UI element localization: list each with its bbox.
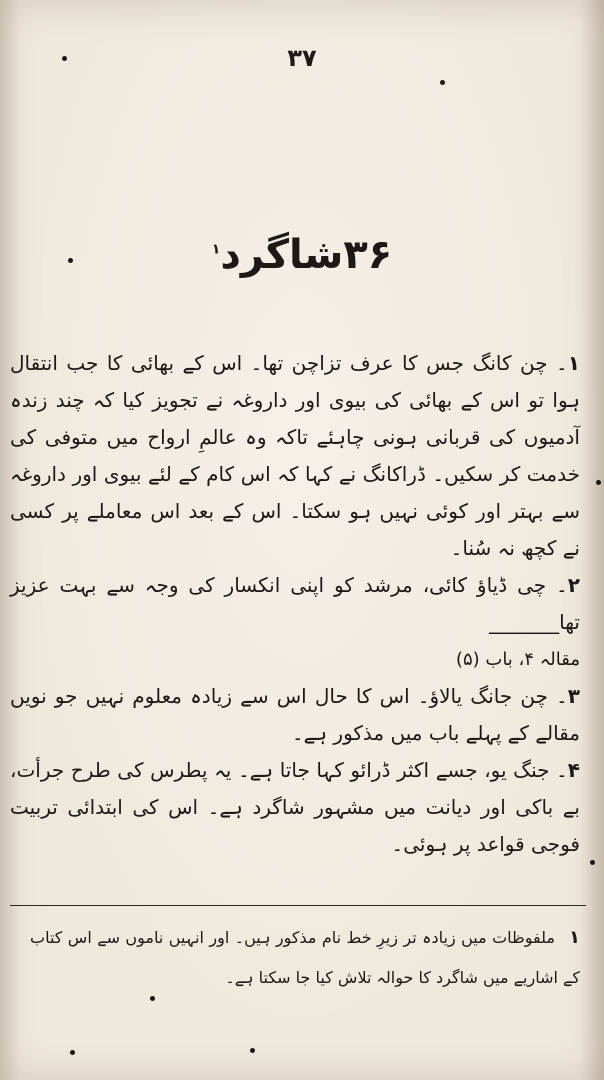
ink-speck bbox=[62, 56, 67, 61]
chapter-title-footnote-ref: ۱ bbox=[211, 241, 221, 258]
ink-speck bbox=[440, 80, 445, 85]
paragraph-text: چن کانگ جس کا عرف تزاچن تھا۔ اس کے بھائی کا جب انتقال ہوا تو اس کے بھائی کی بیوی اور داروغہ نے تجویز کیا کہ چند زندہ آدمیوں کی قربانی ہونی چاہئے تاکہ وہ عالمِ ارواح میں متوفی کی خدمت کر سکیں۔ ڈراکانگ نے کہا کہ اس کام کے لئے بیوی اور داروغہ سے بہتر اور کوئی نہیں ہو سکتا۔ اس کے بعد اس معاملے پر کسی نے کچھ نہ سُنا۔ bbox=[10, 351, 580, 560]
chapter-title: ۳۶شاگرد bbox=[220, 232, 393, 278]
paragraph-3: ۳۔ چن جانگ یالاؤ۔ اس کا حال اس سے زیادہ معلوم نہیں جو نویں مقالے کے پہلے باب میں مذکور ہے۔ bbox=[10, 684, 580, 745]
paragraph-text: چی ڈیاؤ کائی، مرشد کو اپنی انکسار کی وجہ سے بہت عزیز تھا bbox=[10, 573, 580, 634]
ink-speck bbox=[68, 258, 73, 263]
paragraph-number: ۱ bbox=[567, 351, 580, 375]
page-number: ۳۷ bbox=[287, 44, 317, 72]
ink-speck bbox=[596, 480, 601, 485]
paragraph-number: ۳ bbox=[567, 684, 580, 708]
footnote-text: ملفوظات میں زیادہ تر زیرِ خط نام مذکور ہیں۔ اور انہیں ناموں سے اس کتاب کے اشاریے میں شاگرد کا حوالہ تلاش کیا جا سکتا ہے۔ bbox=[30, 928, 580, 987]
ink-speck bbox=[590, 860, 595, 865]
ink-speck bbox=[70, 1050, 75, 1055]
paragraph-4: ۴۔ جنگ یو، جسے اکثر ڈرائو کہا جاتا ہے۔ یہ پطرس کی طرح جرأت، بے باکی اور دیانت میں مشہور شاگرد ہے۔ اس کی ابتدائی تربیت فوجی قواعد پر ہوئی۔ bbox=[10, 758, 580, 856]
paragraph-text: جنگ یو، جسے اکثر ڈرائو کہا جاتا ہے۔ یہ پطرس کی طرح جرأت، بے باکی اور دیانت میں مشہور شاگرد ہے۔ اس کی ابتدائی تربیت فوجی قواعد پر ہوئی۔ bbox=[10, 758, 580, 856]
paragraph-1: ۱۔ چن کانگ جس کا عرف تزاچن تھا۔ اس کے بھائی کا جب انتقال ہوا تو اس کے بھائی کی بیوی اور داروغہ نے تجویز کیا کہ چند زندہ آدمیوں کی قربانی ہونی چاہئے تاکہ وہ عالمِ ارواح میں متوفی کی خدمت کر سکیں۔ ڈراکانگ نے کہا کہ اس کام کے لئے بیوی اور داروغہ سے بہتر اور کوئی نہیں ہو سکتا۔ اس کے بعد اس معاملے پر کسی نے کچھ نہ سُنا۔ bbox=[10, 351, 580, 560]
ink-speck bbox=[250, 1048, 255, 1053]
footnote-marker: ۱ bbox=[569, 927, 580, 948]
paragraph-number: ۴ bbox=[567, 758, 580, 782]
footnote-divider bbox=[10, 905, 586, 906]
body-text bbox=[10, 345, 580, 863]
paragraph-2-citation: مقالہ ۴، باب (۵) bbox=[455, 649, 580, 670]
footnote bbox=[30, 918, 580, 998]
ink-speck bbox=[150, 996, 155, 1001]
paragraph-2: ۲۔ چی ڈیاؤ کائی، مرشد کو اپنی انکسار کی وجہ سے بہت عزیز تھا_______ bbox=[10, 573, 580, 634]
paragraph-number: ۲ bbox=[567, 573, 580, 597]
chapter-title-block bbox=[0, 232, 604, 278]
paragraph-text: چن جانگ یالاؤ۔ اس کا حال اس سے زیادہ معلوم نہیں جو نویں مقالے کے پہلے باب میں مذکور ہے۔ bbox=[10, 684, 580, 745]
